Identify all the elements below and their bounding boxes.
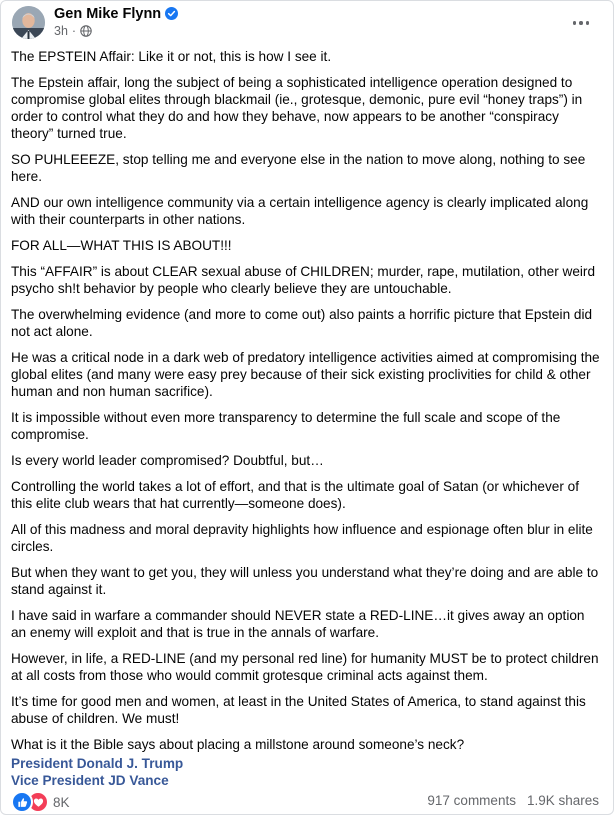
- shares-count[interactable]: 1.9K shares: [526, 793, 599, 808]
- globe-icon: [80, 25, 92, 37]
- verified-badge-icon: [165, 7, 178, 20]
- post-paragraph: The Epstein affair, long the subject of being a sophisticated intelligence operation designed to compromise global elites through blackmail (ie., grotesque, demonic, pure evil “honey traps”) in order to control what they do and how they behave, now appears to be another “conspiracy theory” turned true.: [11, 75, 583, 141]
- post-paragraph: However, in life, a RED-LINE (and my personal red line) for humanity MUST be to protect children at all costs from those who would commit grotesque criminal acts against them.: [11, 651, 599, 683]
- reactions-count[interactable]: 8K: [53, 794, 70, 810]
- post-paragraph: Controlling the world takes a lot of effort, and that is the ultimate goal of Satan (or whichever of this elite club wears that hat currently—someone does).: [11, 479, 579, 511]
- like-reaction-icon: [11, 791, 33, 813]
- author-name[interactable]: [54, 6, 178, 22]
- post-paragraph: But when they want to get you, they will unless you understand what they’re doing and are able to stand against it.: [11, 565, 599, 597]
- post-paragraph: This “AFFAIR” is about CLEAR sexual abuse of CHILDREN; murder, rape, mutilation, other weird psycho sh!t behavior by people who clearly believe they are untouchable.: [11, 264, 596, 296]
- post-paragraph: AND our own intelligence community via a certain intelligence agency is clearly implicated along with their counterparts in other nations.: [11, 195, 589, 227]
- post-body: [11, 48, 603, 789]
- post-paragraph: The overwhelming evidence (and more to come out) also paints a horrific picture that Epstein did not act alone.: [11, 307, 593, 339]
- meta-separator: ·: [71, 24, 77, 38]
- more-options-icon[interactable]: [569, 13, 593, 33]
- post-footer: [1, 787, 613, 813]
- post-paragraph: It’s time for good men and women, at least in the United States of America, to stand against this abuse of children. We must!: [11, 694, 586, 726]
- author-name-text[interactable]: Gen Mike Flynn: [54, 6, 162, 22]
- post-paragraph: The EPSTEIN Affair: Like it or not, this is how I see it.: [11, 49, 332, 64]
- reactions-summary[interactable]: [11, 791, 70, 813]
- author-avatar[interactable]: [12, 6, 45, 39]
- comments-count[interactable]: 917 comments: [427, 793, 516, 808]
- post-paragraph: What is it the Bible says about placing a millstone around someone’s neck?: [11, 737, 465, 752]
- post-meta: [54, 24, 92, 38]
- post-timestamp[interactable]: 3h: [54, 24, 68, 38]
- post-paragraph: I have said in warfare a commander should NEVER state a RED-LINE…it gives away an option an enemy will exploit and that is true in the annals of warfare.: [11, 608, 585, 640]
- avatar-photo: [12, 6, 45, 39]
- tag-link-jd-vance[interactable]: Vice President JD Vance: [11, 773, 169, 788]
- post-paragraph: Is every world leader compromised? Doubtful, but…: [11, 453, 324, 468]
- post-paragraph: SO PUHLEEEZE, stop telling me and everyone else in the nation to move along, nothing to see here.: [11, 152, 586, 184]
- post-paragraph: He was a critical node in a dark web of predatory intelligence activities aimed at compromising the global elites (and many were easy prey because of their sick existing proclivities for child & other human and non human sacrifice).: [11, 350, 600, 399]
- tag-link-donald-trump[interactable]: President Donald J. Trump: [11, 756, 184, 771]
- post-paragraph: FOR ALL—WHAT THIS IS ABOUT!!!: [11, 238, 232, 253]
- post-paragraph: All of this madness and moral depravity highlights how influence and espionage often blur in elite circles.: [11, 522, 593, 554]
- engagement-stats: [427, 793, 599, 808]
- post-paragraph: It is impossible without even more transparency to determine the full scale and scope of the compromise.: [11, 410, 561, 442]
- post-header: [1, 1, 613, 45]
